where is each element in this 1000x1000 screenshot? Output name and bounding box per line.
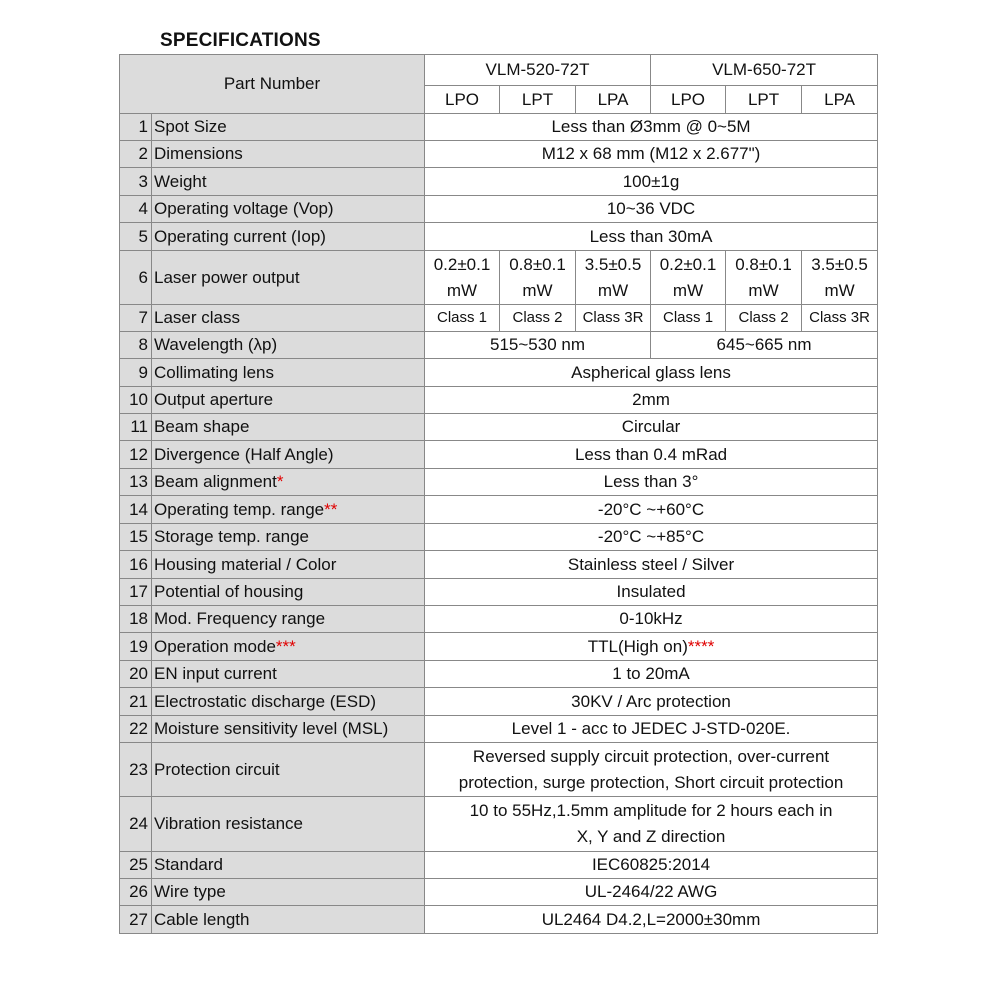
row-number: 24 [120,797,152,852]
row-number: 4 [120,196,152,223]
row-number: 12 [120,441,152,469]
row-number: 18 [120,606,152,633]
table-row [120,551,878,579]
footnote-marker: *** [275,636,296,656]
table-row-laser-class [120,305,878,332]
row-label-text: Operating temp. range [154,499,325,519]
row-value: Level 1 - acc to JEDEC J-STD-020E. [425,716,878,743]
row-label: Mod. Frequency range [152,606,425,633]
row-label: Protection circuit [152,743,425,797]
row-number: 1 [120,114,152,141]
footnote-marker: ** [324,499,338,519]
table-row [120,633,878,661]
table-row [120,469,878,496]
row-number: 16 [120,551,152,579]
power-cell [576,251,651,305]
table-row [120,688,878,716]
class-cell: Class 3R [576,305,651,332]
table-row [120,168,878,196]
row-label: Potential of housing [152,579,425,606]
row-label: Collimating lens [152,359,425,387]
class-cell: Class 3R [802,305,878,332]
part-number-header: Part Number [120,55,425,114]
table-row [120,879,878,906]
table-row [120,496,878,524]
header-row-models [120,55,878,86]
row-value [425,797,878,852]
table-row [120,661,878,688]
table-row [120,579,878,606]
variant-header: LPA [802,86,878,114]
power-cell [500,251,576,305]
row-label [152,469,425,496]
power-value: 0.8±0.1 [735,254,792,274]
row-label: Moisture sensitivity level (MSL) [152,716,425,743]
row-label-text: Beam alignment [154,472,277,491]
row-label: Cable length [152,906,425,934]
row-number: 13 [120,469,152,496]
model-header-520: VLM-520-72T [425,55,651,86]
row-number: 7 [120,305,152,332]
row-value: Less than 30mA [425,223,878,251]
row-value: Circular [425,414,878,441]
row-label: Beam shape [152,414,425,441]
row-label: Laser class [152,305,425,332]
variant-header: LPO [425,86,500,114]
row-value [425,633,878,661]
model-header-650: VLM-650-72T [651,55,878,86]
table-row [120,196,878,223]
power-unit: mW [824,280,855,300]
row-value: Stainless steel / Silver [425,551,878,579]
table-row [120,114,878,141]
wavelength-520: 515~530 nm [425,332,651,359]
power-value: 0.2±0.1 [433,254,491,274]
row-label: Operating current (Iop) [152,223,425,251]
row-label [152,496,425,524]
row-value-line: X, Y and Z direction [576,827,726,846]
table-row [120,359,878,387]
row-value: 0-10kHz [425,606,878,633]
variant-header: LPA [576,86,651,114]
row-label: Operating voltage (Vop) [152,196,425,223]
row-label [152,633,425,661]
table-row [120,441,878,469]
row-label: Vibration resistance [152,797,425,852]
row-number: 8 [120,332,152,359]
wavelength-650: 645~665 nm [651,332,878,359]
table-row [120,414,878,441]
table-row [120,387,878,414]
page-title: SPECIFICATIONS [160,30,321,51]
table-row [120,524,878,551]
row-value: Less than Ø3mm @ 0~5M [425,114,878,141]
row-value: 2mm [425,387,878,414]
specifications-table [119,54,878,934]
row-value-text: TTL(High on) [587,636,688,656]
table-row-laser-power [120,251,878,305]
class-cell: Class 1 [651,305,726,332]
row-value-line: protection, surge protection, Short circuit protection [458,772,844,792]
table-row [120,223,878,251]
row-label: Dimensions [152,141,425,168]
power-unit: mW [672,280,704,300]
row-label: Standard [152,852,425,879]
row-value: 1 to 20mA [425,661,878,688]
power-value: 0.8±0.1 [509,254,566,274]
power-unit: mW [446,280,478,300]
variant-header: LPT [726,86,802,114]
row-value: Aspherical glass lens [425,359,878,387]
row-label: Wire type [152,879,425,906]
row-label: Spot Size [152,114,425,141]
class-cell: Class 2 [500,305,576,332]
row-label-text: Operation mode [154,636,276,656]
row-value [425,743,878,797]
row-number: 22 [120,716,152,743]
row-value: 10~36 VDC [425,196,878,223]
power-unit: mW [597,280,629,300]
table-row [120,906,878,934]
row-label: Electrostatic discharge (ESD) [152,688,425,716]
variant-header: LPT [500,86,576,114]
table-row-wavelength [120,332,878,359]
row-value: IEC60825:2014 [425,852,878,879]
power-value: 0.2±0.1 [659,254,717,274]
row-label: EN input current [152,661,425,688]
row-value: Less than 0.4 mRad [425,441,878,469]
power-unit: mW [748,280,779,300]
power-cell [651,251,726,305]
row-number: 23 [120,743,152,797]
row-label: Laser power output [152,251,425,305]
power-cell [425,251,500,305]
class-cell: Class 1 [425,305,500,332]
row-value: M12 x 68 mm (M12 x 2.677") [425,141,878,168]
row-value: 30KV / Arc protection [425,688,878,716]
row-number: 5 [120,223,152,251]
footnote-marker: * [276,472,284,491]
row-number: 9 [120,359,152,387]
row-number: 10 [120,387,152,414]
power-unit: mW [522,280,553,300]
row-value-line: 10 to 55Hz,1.5mm amplitude for 2 hours each in [469,801,833,820]
row-number: 26 [120,879,152,906]
row-number: 20 [120,661,152,688]
row-label: Housing material / Color [152,551,425,579]
table-row [120,852,878,879]
row-value: Insulated [425,579,878,606]
row-number: 17 [120,579,152,606]
row-label: Output aperture [152,387,425,414]
row-label: Weight [152,168,425,196]
table-row [120,743,878,797]
power-value: 3.5±0.5 [811,254,868,274]
row-value-line: Reversed supply circuit protection, over-current [472,746,830,766]
row-number: 11 [120,414,152,441]
power-value: 3.5±0.5 [584,254,642,274]
table-row [120,716,878,743]
class-cell: Class 2 [726,305,802,332]
row-number: 27 [120,906,152,934]
row-number: 14 [120,496,152,524]
row-value: UL-2464/22 AWG [425,879,878,906]
row-value: Less than 3° [425,469,878,496]
row-value: -20°C ~+60°C [425,496,878,524]
power-cell [802,251,878,305]
table-row [120,141,878,168]
power-cell [726,251,802,305]
row-number: 15 [120,524,152,551]
row-number: 6 [120,251,152,305]
row-value: -20°C ~+85°C [425,524,878,551]
row-value: UL2464 D4.2,L=2000±30mm [425,906,878,934]
row-number: 19 [120,633,152,661]
row-label: Divergence (Half Angle) [152,441,425,469]
footnote-marker: **** [687,636,715,656]
variant-header: LPO [651,86,726,114]
row-label: Storage temp. range [152,524,425,551]
row-number: 2 [120,141,152,168]
row-value: 100±1g [425,168,878,196]
row-label: Wavelength (λp) [152,332,425,359]
table-row [120,797,878,852]
row-number: 21 [120,688,152,716]
row-number: 3 [120,168,152,196]
row-number: 25 [120,852,152,879]
table-row [120,606,878,633]
